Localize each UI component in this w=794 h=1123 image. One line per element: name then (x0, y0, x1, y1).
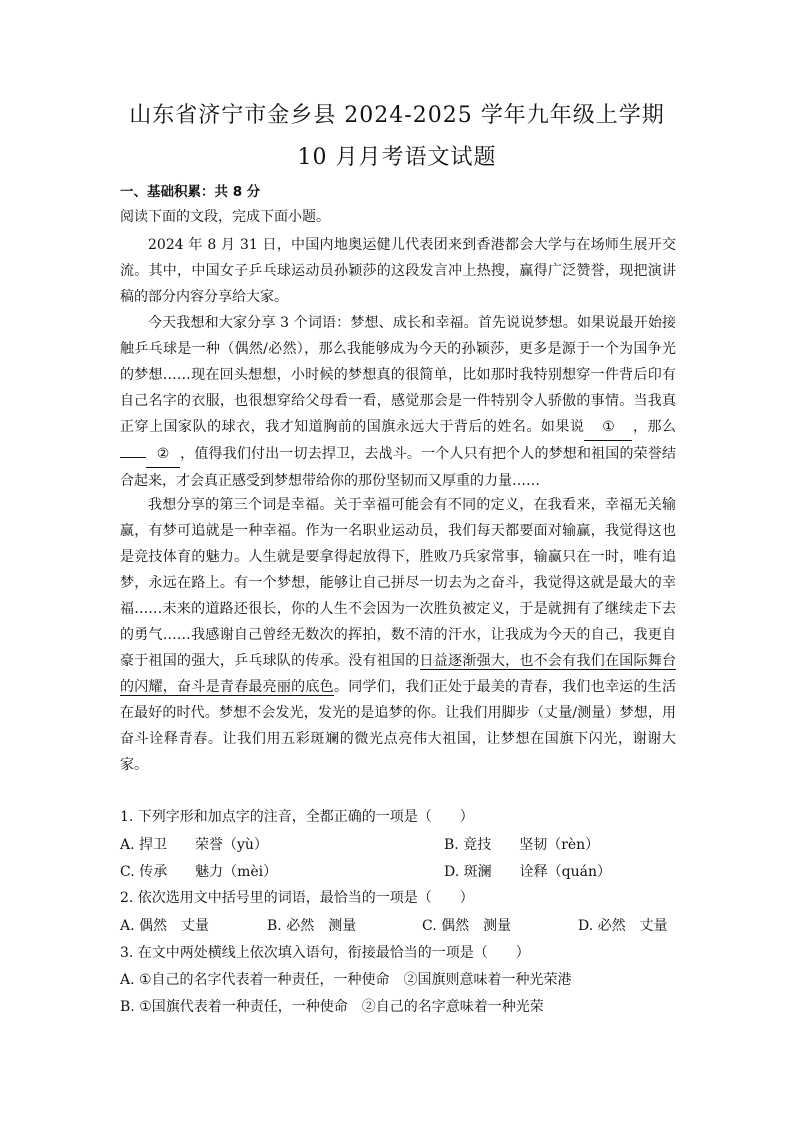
question-2-option-b[interactable]: B. 必然 测量 (267, 918, 357, 934)
passage-p1-text: 2024 年 8 月 31 日，中国内地奥运健儿代表团来到香港都会大学与在场师生展开交流。其中，中国女子乒乓球运动员孙颖莎的这段发言冲上热搜，赢得广泛赞誉，现把演讲稿的部分内容分享给大家。 (120, 237, 676, 305)
passage-p3-text-b: 。同学们，我们正处于最美的青春，我们也幸运的生活在最好的时代。梦想不会发光，发光的是追梦的你。让我们用脚步（丈量/测量）梦想，用奋斗诠释青春。让我们用五彩斑斓的微光点亮伟大祖国，让梦想在国旗下闪光，谢谢大家。 (120, 679, 677, 773)
passage-p2-text-b: ，那么 (632, 419, 677, 435)
passage-p2-text-a: 今天我想和大家分享 3 个词语：梦想、成长和幸福。首先说说梦想。如果说最开始接触乒乓球是一种（偶然/必然），那么我能够成为今天的孙颖莎，更多是源于一个为国争光的梦想……现在回头想想，小时候的梦想真的很简单，比如那时我特别想穿一件背后印有自己名字的衣服，也很想穿给父母看一看，感觉那会是一件特别令人骄傲的事情。当我真正穿上国家队的球衣，我才知道胸前的国旗永远大于背后的姓名。如果说 (120, 315, 676, 435)
exam-title-line2: 10 月月考语文试题 (297, 145, 497, 170)
question-3-option-a[interactable]: A. ①自己的名字代表着一种责任，一种使命 ②国旗则意味着一种光荣港 (120, 972, 572, 988)
passage-p3-text-a: 我想分享的第三个词是幸福。关于幸福可能会有不同的定义，在我看来，幸福无关输赢，有梦可追就是一种幸福。作为一名职业运动员，我们每天都要面对输赢，我觉得这也是竞技体育的魅力。人生就是要拿得起放得下，胜败乃兵家常事，输赢只在一时，唯有追梦，永远在路上。有一个梦想，能够让自己拼尽一切去为之奋斗，我觉得这就是最大的幸福……未来的道路还很长，你的人生不会因为一次胜负被定义，于是就拥有了继续走下去的勇气……我感谢自己曾经无数次的挥拍，数不清的汗水，让我成为今天的自己，我更自豪于祖国的强大，乒乓球队的传承。没有祖国的 (120, 497, 676, 669)
question-1-stem: 1. 下列字形和加点字的注音，全都正确的一项是（ ） (120, 809, 474, 825)
question-1-option-b[interactable]: B. 竟技 坚韧（rèn） (444, 837, 600, 853)
passage-paragraph-1 (120, 232, 676, 310)
fill-blank-2: ② (146, 441, 180, 468)
question-1-option-d[interactable]: D. 斑澜 诠释（quán） (444, 864, 611, 880)
passage-paragraph-2 (120, 310, 676, 494)
question-2-stem: 2. 依次选用文中括号里的词语，最恰当的一项是（ ） (120, 890, 474, 906)
question-1-option-c[interactable]: C. 传承 魅力（mèi） (120, 864, 278, 880)
passage-p2-text-c: ，值得我们付出一切去捍卫，去战斗。一个人只有把个人的梦想和祖国的荣誉结合起来，才会真正感受到梦想带给你的那份坚韧而又厚重的力量…… (120, 446, 676, 489)
fill-blank-1: ① (584, 414, 632, 441)
question-2-option-c[interactable]: C. 偶然 测量 (422, 918, 512, 934)
reading-instruction: 阅读下面的文段，完成下面小题。 (120, 209, 330, 225)
passage-paragraph-3 (120, 492, 676, 778)
exam-title-line1: 山东省济宁市金乡县 2024-2025 学年九年级上学期 (129, 103, 665, 128)
question-3-option-b[interactable]: B. ①国旗代表着一种责任，一种使命 ②自己的名字意味着一种光荣 (120, 999, 544, 1015)
question-2-option-a[interactable]: A. 偶然 丈量 (120, 918, 210, 934)
fill-blank-2-lead (120, 457, 146, 458)
section-heading: 一、基础积累：共 8 分 (120, 184, 261, 200)
question-3-stem: 3. 在文中两处横线上依次填入语句，衔接最恰当的一项是（ ） (120, 945, 530, 961)
underlined-sentence: 日益逐渐强大，也不会有我们在国际舞台的闪耀，奋斗是青春最亮丽的底色 (120, 653, 677, 695)
question-1-option-a[interactable]: A. 捍卫 荣誉（yù） (120, 837, 268, 853)
question-2-option-d[interactable]: D. 必然 丈量 (578, 918, 668, 934)
